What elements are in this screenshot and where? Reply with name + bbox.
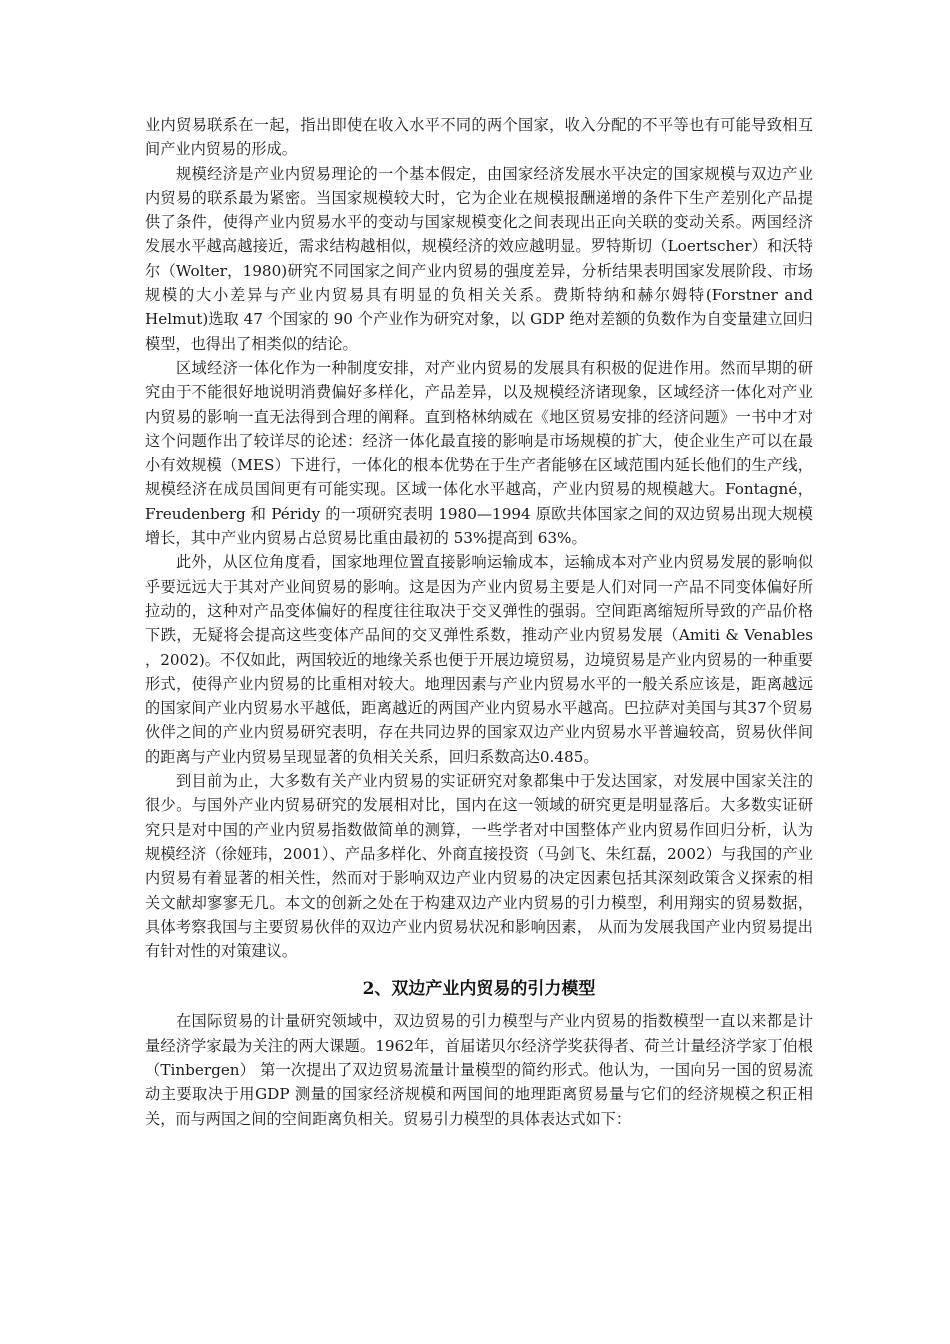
paragraph-geographic-location: 此外，从区位角度看，国家地理位置直接影响运输成本，运输成本对产业内贸易发展的影响似乎要远远大于其对产业间贸易的影响。这是因为产业内贸易主要是人们对同一产品不同变体偏好所拉动的，这种对产品变体偏好的程度往往取决于交叉弹性的强弱。空间距离缩短所导致的产品价格下跌，无疑将会提高这些变体产品间的交叉弹性系数，推动产业内贸易发展（Amiti & Venables ，2002)。不仅如此，两国较近的地缘关系也便于开展边境贸易，边境贸易是产业内贸易的一种重要形式，使得产业内贸易的比重相对较大。地理因素与产业内贸易水平的一般关系应该是，距离越远的国家间产业内贸易水平越低，距离越近的两国产业内贸易水平越高。巴拉萨对美国与其37个贸易伙伴之间的产业内贸易研究表明，存在共同边界的国家双边产业内贸易水平普遍较高，贸易伙伴间的距离与产业内贸易呈现显著的负相关关系，回归系数高达0.485。 — [145, 553, 813, 766]
paragraph-continuation: 业内贸易联系在一起，指出即使在收入水平不同的两个国家，收入分配的不平等也有可能导致相互间产业内贸易的形成。 — [145, 116, 813, 159]
section-heading: 2、双边产业内贸易的引力模型 — [362, 979, 596, 1000]
paragraph-research-status: 到目前为止，大多数有关产业内贸易的实证研究对象都集中于发达国家，对发展中国家关注的很少。与国外产业内贸易研究的发展相对比，国内在这一领域的研究更是明显落后。大多数实证研究只是对中国的产业内贸易指数做简单的测算，一些学者对中国整体产业内贸易作回归分析，认为规模经济（徐娅玮，2001）、产品多样化、外商直接投资（马剑飞、朱红磊，2002）与我国的产业内贸易有着显著的相关性，然而对于影响双边产业内贸易的决定因素包括其深刻政策含义探索的相关文献却寥寥无几。本文的创新之处在于构建双边产业内贸易的引力模型，利用翔实的贸易数据，具体考察我国与主要贸易伙伴的双边产业内贸易状况和影响因素， 从而为发展我国产业内贸易提出有针对性的对策建议。 — [145, 772, 813, 961]
paragraph-regional-integration: 区域经济一体化作为一种制度安排，对产业内贸易的发展具有积极的促进作用。然而早期的研究由于不能很好地说明消费偏好多样化，产品差异，以及规模经济诸现象，区域经济一体化对产业内贸易的影响一直无法得到合理的阐释。直到格林纳威在《地区贸易安排的经济问题》一书中才对这个问题作出了较详尽的论述：经济一体化最直接的影响是市场规模的扩大，使企业生产可以在最小有效规模（MES）下进行，一体化的根本优势在于生产者能够在区域范围内延长他们的生产线，规模经济在成员国间更有可能实现。区域一体化水平越高，产业内贸易的规模越大。Fontagné，Freudenberg 和 Péridy 的一项研究表明 1980—1994 原欧共体国家之间的双边贸易出现大规模增长，其中产业内贸易占总贸易比重由最初的 53%提高到 63%。 — [145, 358, 813, 548]
paragraph-economies-of-scale: 规模经济是产业内贸易理论的一个基本假定，由国家经济发展水平决定的国家规模与双边产业内贸易的联系最为紧密。当国家规模较大时，它为企业在规模报酬递增的条件下生产差别化产品提供了条件，使得产业内贸易水平的变动与国家规模变化之间表现出正向关联的变动关系。两国经济发展水平越高越接近，需求结构越相似，规模经济的效应越明显。罗特斯切（Loertscher）和沃特尔（Wolter，1980)研究不同国家之间产业内贸易的强度差异，分析结果表明国家发展阶段、市场规模的大小差异与产业内贸易具有明显的负相关关系。费斯特纳和赫尔姆特(Forstner and Helmut)选取 47 个国家的 90 个产业作为研究对象，以 GDP 绝对差额的负数作为自变量建立回归模型，也得出了相类似的结论。 — [145, 164, 813, 353]
document-body — [145, 113, 813, 1131]
paragraph-gravity-model: 在国际贸易的计量研究领域中，双边贸易的引力模型与产业内贸易的指数模型一直以来都是计量经济学家最为关注的两大课题。1962年，首届诺贝尔经济学奖获得者、荷兰计量经济学家丁伯根（Tinbergen） 第一次提出了双边贸易流量计量模型的简约形式。他认为，一国向另一国的贸易流动主要取决于用GDP 测量的国家经济规模和两国间的地理距离贸易量与它们的经济规模之积正相关，而与两国之间的空间距离负相关。贸易引力模型的具体表达式如下： — [145, 1012, 813, 1128]
